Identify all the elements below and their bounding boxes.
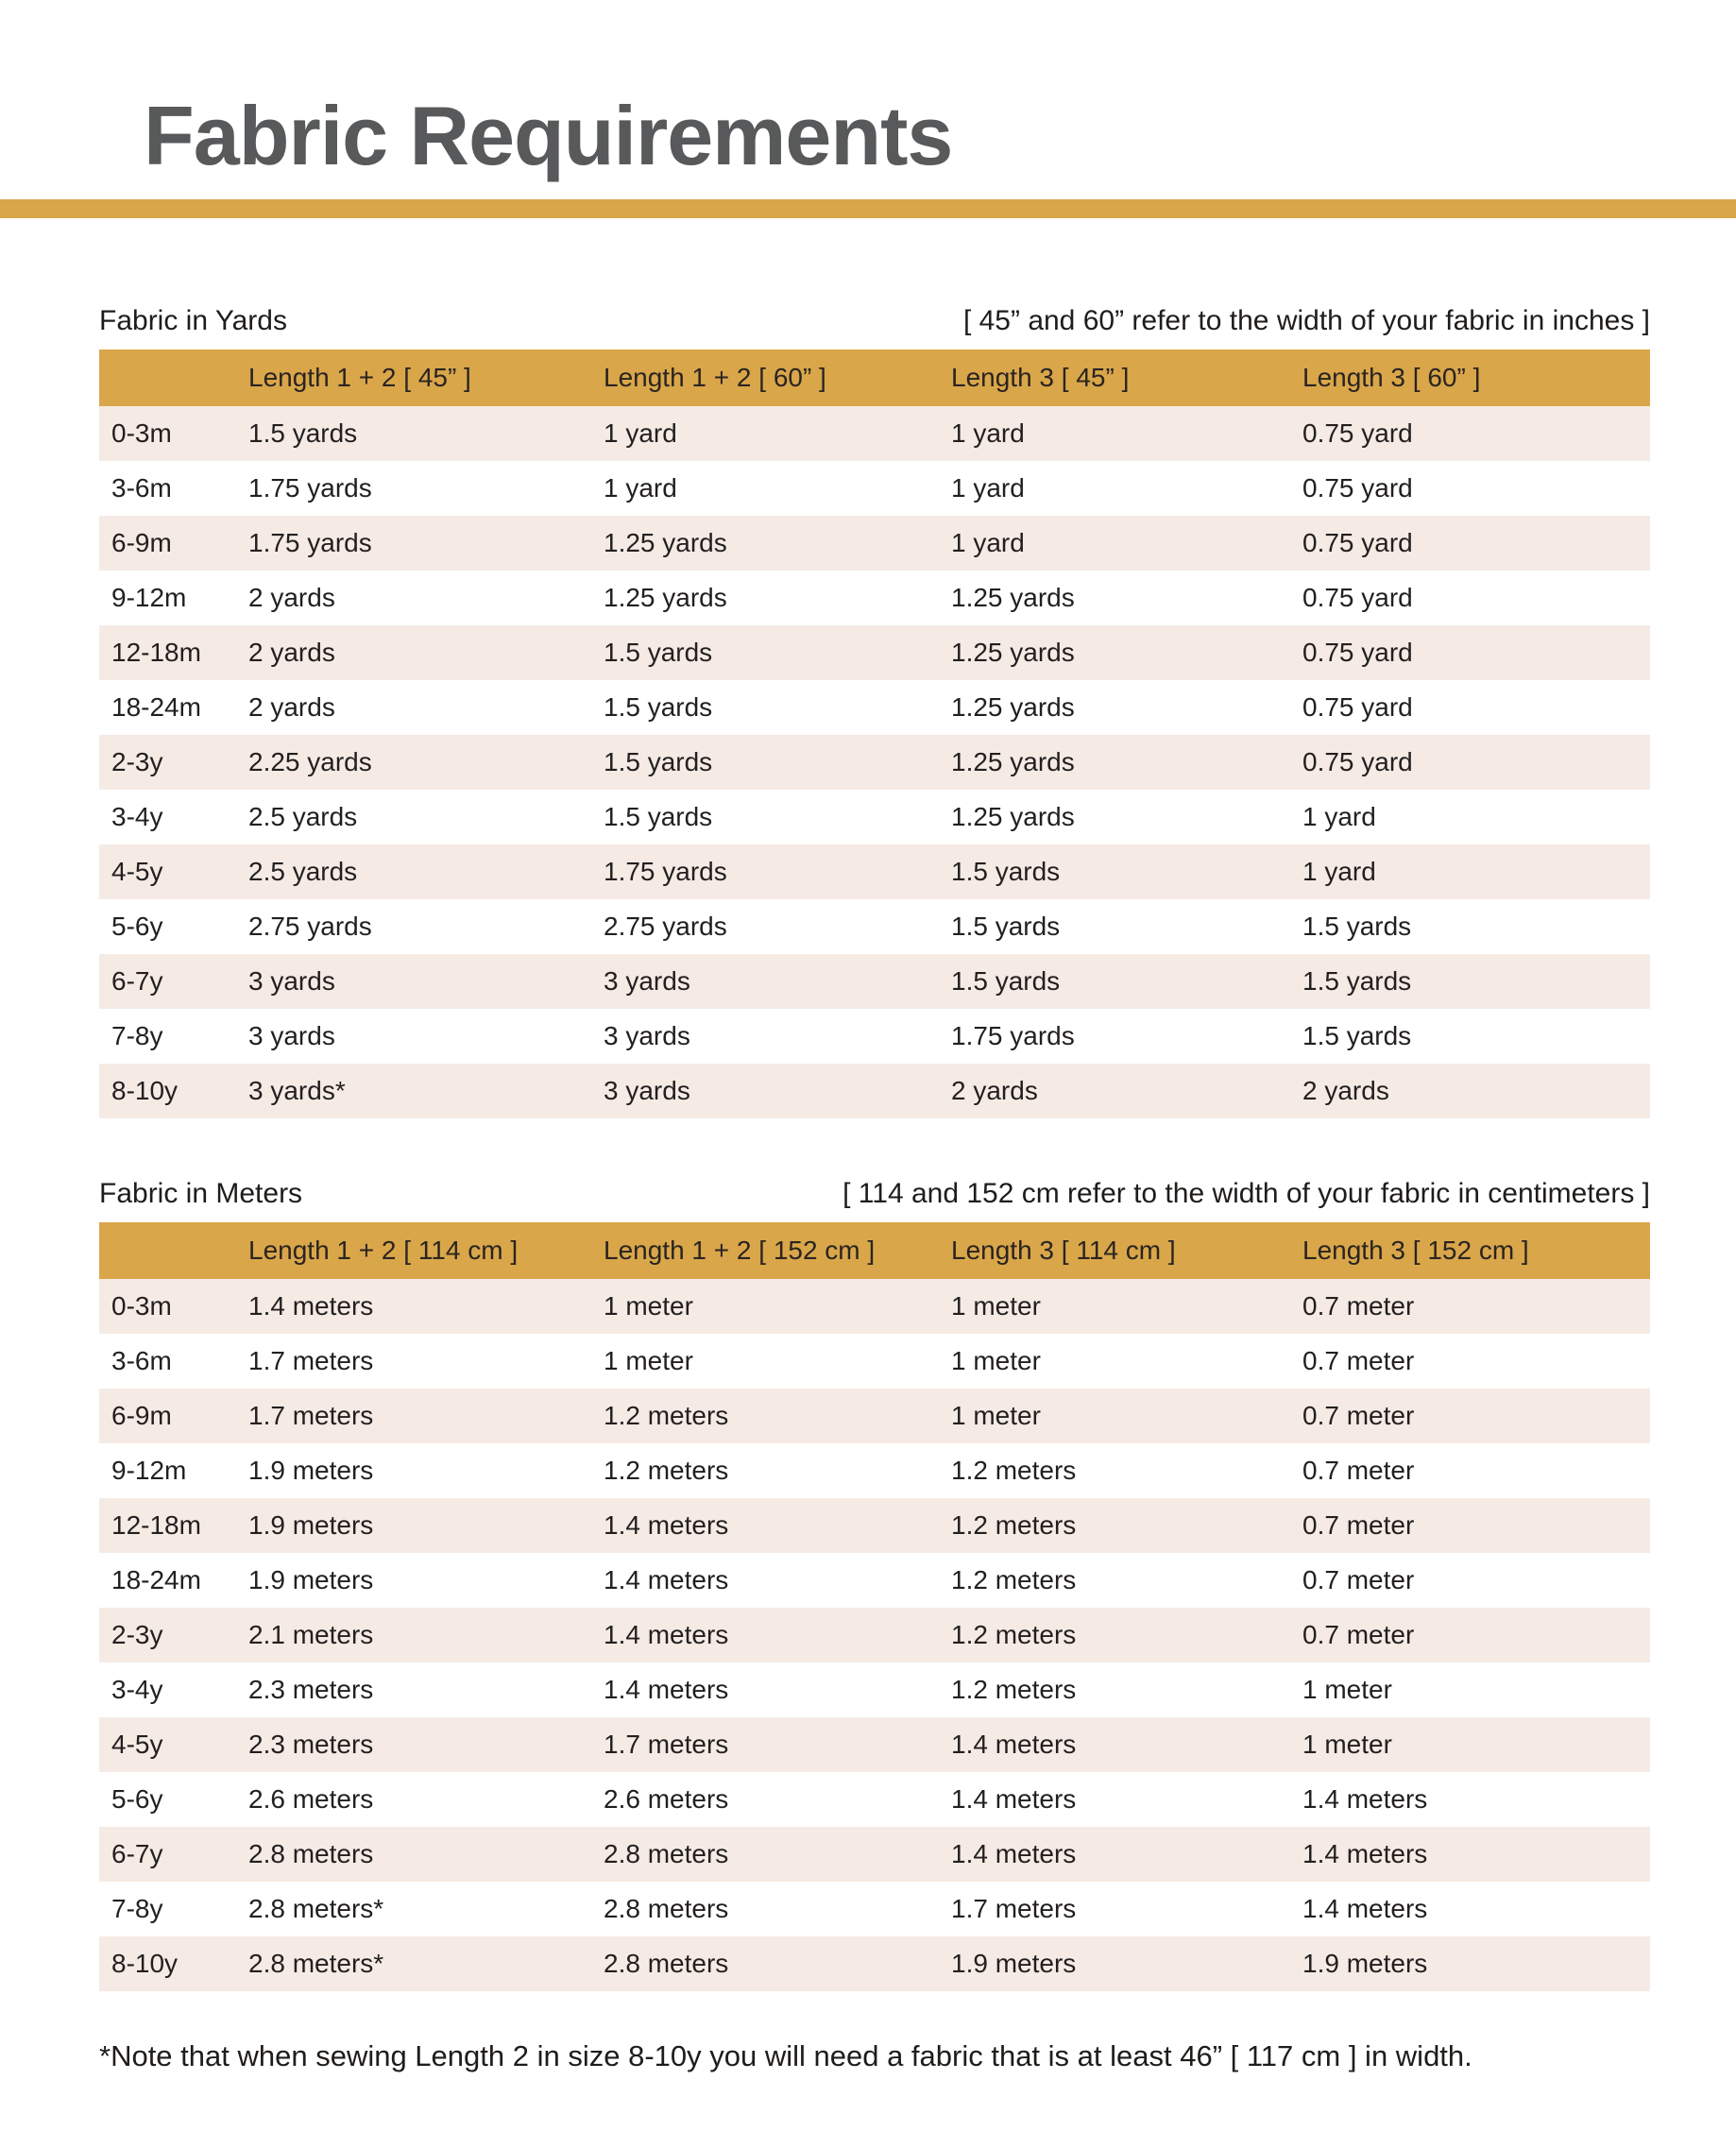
- table-row: [99, 1608, 1650, 1662]
- size-label: 7-8y: [111, 1894, 163, 1923]
- value-cell: 1.4 meters: [604, 1675, 729, 1704]
- value-cell: 2.8 meters*: [248, 1949, 384, 1978]
- value-cell: 1 meter: [951, 1401, 1041, 1430]
- value-cell: 0.7 meter: [1302, 1620, 1415, 1649]
- table-row: [99, 1334, 1650, 1389]
- table-row: [99, 954, 1650, 1009]
- value-cell: 1 meter: [604, 1346, 693, 1375]
- value-cell: 1.9 meters: [1302, 1949, 1428, 1978]
- value-cell: 0.7 meter: [1302, 1401, 1415, 1430]
- value-cell: 0.75 yard: [1302, 528, 1413, 557]
- value-cell: 3 yards*: [248, 1076, 346, 1105]
- value-cell: 2.3 meters: [248, 1675, 374, 1704]
- value-cell: 1.7 meters: [248, 1401, 374, 1430]
- value-cell: 1 meter: [951, 1291, 1041, 1321]
- value-cell: 1 meter: [951, 1346, 1041, 1375]
- value-cell: 1.5 yards: [1302, 912, 1412, 941]
- value-cell: 2.5 yards: [248, 802, 358, 831]
- value-cell: 1.25 yards: [604, 528, 727, 557]
- value-cell: 0.75 yard: [1302, 692, 1413, 722]
- column-header: Length 1 + 2 [ 60” ]: [604, 363, 826, 392]
- value-cell: 2.8 meters: [248, 1839, 374, 1868]
- value-cell: 2.8 meters: [604, 1839, 729, 1868]
- column-header: Length 3 [ 60” ]: [1302, 363, 1481, 392]
- value-cell: 2.1 meters: [248, 1620, 374, 1649]
- column-header: Length 3 [ 114 cm ]: [951, 1236, 1176, 1265]
- meters-table: [99, 1222, 1650, 1991]
- value-cell: 1.5 yards: [604, 747, 713, 776]
- value-cell: 2.8 meters*: [248, 1894, 384, 1923]
- value-cell: 1.9 meters: [248, 1510, 374, 1540]
- column-header: Length 3 [ 45” ]: [951, 363, 1130, 392]
- value-cell: 1.75 yards: [604, 857, 727, 886]
- size-label: 3-6m: [111, 1346, 172, 1375]
- value-cell: 2.8 meters: [604, 1949, 729, 1978]
- value-cell: 1.2 meters: [604, 1401, 729, 1430]
- value-cell: 1 yard: [1302, 857, 1376, 886]
- value-cell: 3 yards: [604, 966, 690, 996]
- size-label: 8-10y: [111, 1949, 179, 1978]
- size-label: 3-4y: [111, 802, 163, 831]
- value-cell: 0.75 yard: [1302, 638, 1413, 667]
- value-cell: 1.9 meters: [951, 1949, 1077, 1978]
- table-row: [99, 1553, 1650, 1608]
- value-cell: 1.5 yards: [248, 418, 358, 448]
- value-cell: 1.5 yards: [604, 638, 713, 667]
- size-label: 0-3m: [111, 1291, 172, 1321]
- table-row: [99, 516, 1650, 571]
- size-label: 7-8y: [111, 1021, 163, 1050]
- value-cell: 1.4 meters: [951, 1784, 1077, 1814]
- table-row: [99, 1882, 1650, 1936]
- size-label: 5-6y: [111, 912, 163, 941]
- meters-section-header: [99, 1175, 1650, 1213]
- size-label: 6-9m: [111, 1401, 172, 1430]
- value-cell: 1.75 yards: [248, 528, 372, 557]
- value-cell: 0.75 yard: [1302, 473, 1413, 503]
- value-cell: 3 yards: [604, 1021, 690, 1050]
- size-label: 6-7y: [111, 1839, 163, 1868]
- value-cell: 1.25 yards: [951, 802, 1075, 831]
- table-row: [99, 1498, 1650, 1553]
- size-label: 4-5y: [111, 1730, 163, 1759]
- size-label: 3-4y: [111, 1675, 163, 1704]
- size-label: 2-3y: [111, 1620, 163, 1649]
- value-cell: 1 yard: [951, 473, 1025, 503]
- table-row: [99, 1279, 1650, 1334]
- value-cell: 1 meter: [604, 1291, 693, 1321]
- value-cell: 1.7 meters: [951, 1894, 1077, 1923]
- value-cell: 2 yards: [248, 583, 335, 612]
- value-cell: 1 yard: [604, 473, 677, 503]
- value-cell: 0.7 meter: [1302, 1510, 1415, 1540]
- table-row: [99, 1443, 1650, 1498]
- value-cell: 2.75 yards: [604, 912, 727, 941]
- value-cell: 2 yards: [1302, 1076, 1389, 1105]
- value-cell: 1.9 meters: [248, 1456, 374, 1485]
- value-cell: 1.2 meters: [951, 1565, 1077, 1594]
- value-cell: 2 yards: [248, 692, 335, 722]
- size-label: 18-24m: [111, 692, 201, 722]
- table-row: [99, 1827, 1650, 1882]
- value-cell: 1.4 meters: [604, 1565, 729, 1594]
- value-cell: 2.3 meters: [248, 1730, 374, 1759]
- value-cell: 1.2 meters: [604, 1456, 729, 1485]
- value-cell: 1.4 meters: [1302, 1894, 1428, 1923]
- value-cell: 0.7 meter: [1302, 1456, 1415, 1485]
- value-cell: 1.75 yards: [248, 473, 372, 503]
- table-row: [99, 1936, 1650, 1991]
- value-cell: 1.2 meters: [951, 1510, 1077, 1540]
- table-header-row: [99, 1222, 1650, 1279]
- value-cell: 2 yards: [248, 638, 335, 667]
- size-label: 2-3y: [111, 747, 163, 776]
- value-cell: 1.5 yards: [604, 692, 713, 722]
- value-cell: 2.6 meters: [604, 1784, 729, 1814]
- value-cell: 0.75 yard: [1302, 747, 1413, 776]
- size-label: 12-18m: [111, 1510, 201, 1540]
- value-cell: 1.5 yards: [1302, 966, 1412, 996]
- value-cell: 2.8 meters: [604, 1894, 729, 1923]
- table-row: [99, 406, 1650, 461]
- value-cell: 1.25 yards: [951, 747, 1075, 776]
- value-cell: 0.75 yard: [1302, 418, 1413, 448]
- value-cell: 1.5 yards: [1302, 1021, 1412, 1050]
- value-cell: 1.25 yards: [604, 583, 727, 612]
- column-header: Length 1 + 2 [ 152 cm ]: [604, 1236, 876, 1265]
- size-label: 4-5y: [111, 857, 163, 886]
- table-row: [99, 1389, 1650, 1443]
- value-cell: 1.5 yards: [951, 857, 1061, 886]
- value-cell: 3 yards: [248, 1021, 335, 1050]
- table-row: [99, 625, 1650, 680]
- table-row: [99, 680, 1650, 735]
- value-cell: 3 yards: [604, 1076, 690, 1105]
- value-cell: 1.4 meters: [604, 1510, 729, 1540]
- size-label: 0-3m: [111, 418, 172, 448]
- value-cell: 2 yards: [951, 1076, 1038, 1105]
- table-row: [99, 1009, 1650, 1064]
- table-row: [99, 461, 1650, 516]
- value-cell: 1.4 meters: [951, 1839, 1077, 1868]
- value-cell: 2.5 yards: [248, 857, 358, 886]
- value-cell: 2.25 yards: [248, 747, 372, 776]
- value-cell: 1.75 yards: [951, 1021, 1075, 1050]
- table-header-row: [99, 349, 1650, 406]
- column-header: Length 3 [ 152 cm ]: [1302, 1236, 1529, 1265]
- table-row: [99, 1662, 1650, 1717]
- yards-table: [99, 349, 1650, 1118]
- value-cell: 1.4 meters: [604, 1620, 729, 1649]
- value-cell: 1.9 meters: [248, 1565, 374, 1594]
- value-cell: 1.25 yards: [951, 638, 1075, 667]
- table-row: [99, 790, 1650, 844]
- table-row: [99, 1064, 1650, 1118]
- table-row: [99, 899, 1650, 954]
- table-row: [99, 1717, 1650, 1772]
- table-row: [99, 735, 1650, 790]
- yards-section-label: Fabric in Yards: [99, 305, 287, 336]
- size-label: 3-6m: [111, 473, 172, 503]
- value-cell: 1.4 meters: [1302, 1839, 1428, 1868]
- size-label: 8-10y: [111, 1076, 179, 1105]
- value-cell: 1 meter: [1302, 1730, 1392, 1759]
- value-cell: 1.4 meters: [1302, 1784, 1428, 1814]
- value-cell: 1.5 yards: [951, 966, 1061, 996]
- value-cell: 0.7 meter: [1302, 1565, 1415, 1594]
- value-cell: 1.2 meters: [951, 1620, 1077, 1649]
- yards-section-header: [99, 302, 1650, 340]
- size-label: 6-7y: [111, 966, 163, 996]
- value-cell: 1 yard: [604, 418, 677, 448]
- table-row: [99, 571, 1650, 625]
- value-cell: 1.2 meters: [951, 1456, 1077, 1485]
- column-header: Length 1 + 2 [ 114 cm ]: [248, 1236, 519, 1265]
- value-cell: 0.75 yard: [1302, 583, 1413, 612]
- value-cell: 1.25 yards: [951, 583, 1075, 612]
- value-cell: 0.7 meter: [1302, 1346, 1415, 1375]
- value-cell: 2.75 yards: [248, 912, 372, 941]
- value-cell: 1.4 meters: [951, 1730, 1077, 1759]
- value-cell: 1 yard: [951, 418, 1025, 448]
- value-cell: 3 yards: [248, 966, 335, 996]
- yards-width-note: [ 45” and 60” refer to the width of your fabric in inches ]: [962, 305, 1650, 336]
- value-cell: 1 yard: [1302, 802, 1376, 831]
- size-label: 5-6y: [111, 1784, 163, 1814]
- value-cell: 1.7 meters: [604, 1730, 729, 1759]
- size-label: 12-18m: [111, 638, 201, 667]
- footnote: *Note that when sewing Length 2 in size 8-10y you will need a fabric that is at least 46” [ 117 cm ] in width.: [99, 2039, 1472, 2072]
- value-cell: 1.5 yards: [604, 802, 713, 831]
- meters-width-note: [ 114 and 152 cm refer to the width of your fabric in centimeters ]: [842, 1178, 1650, 1209]
- page-title: Fabric Requirements: [144, 89, 953, 182]
- table-row: [99, 1772, 1650, 1827]
- value-cell: 1.4 meters: [248, 1291, 374, 1321]
- size-label: 9-12m: [111, 1456, 187, 1485]
- value-cell: 1.5 yards: [951, 912, 1061, 941]
- page-content: [99, 0, 1650, 2079]
- value-cell: 1 meter: [1302, 1675, 1392, 1704]
- value-cell: 1.2 meters: [951, 1675, 1077, 1704]
- size-label: 6-9m: [111, 528, 172, 557]
- table-row: [99, 844, 1650, 899]
- value-cell: 1.25 yards: [951, 692, 1075, 722]
- column-header: Length 1 + 2 [ 45” ]: [248, 363, 471, 392]
- meters-section-label: Fabric in Meters: [99, 1178, 303, 1209]
- value-cell: 1 yard: [951, 528, 1025, 557]
- value-cell: 2.6 meters: [248, 1784, 374, 1814]
- value-cell: 0.7 meter: [1302, 1291, 1415, 1321]
- size-label: 18-24m: [111, 1565, 201, 1594]
- size-label: 9-12m: [111, 583, 187, 612]
- value-cell: 1.7 meters: [248, 1346, 374, 1375]
